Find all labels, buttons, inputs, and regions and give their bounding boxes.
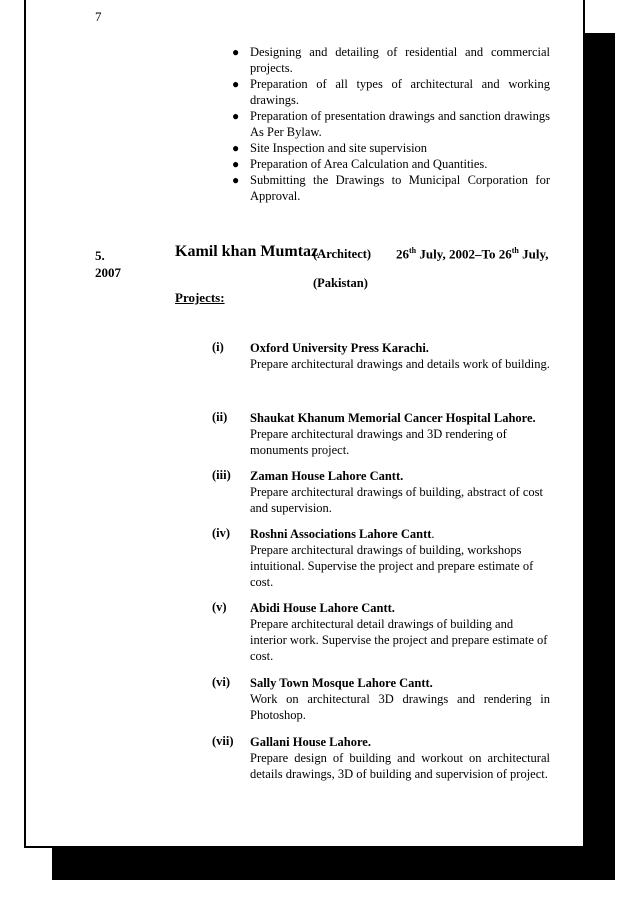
project-title: Roshni Associations Lahore Cantt. (250, 527, 435, 541)
project-number: (v) (212, 600, 227, 614)
project-description: Prepare design of building and workout on architectural details drawings, 3D of building and supervision of project. (250, 751, 550, 781)
project-item (212, 526, 550, 590)
project-description: Prepare architectural drawings of building, abstract of cost and supervision. (250, 485, 543, 515)
list-item: ● Preparation of all types of architectural and working drawings. (232, 77, 550, 107)
project-title: Zaman House Lahore Cantt. (250, 469, 404, 483)
project-number: (i) (212, 340, 224, 354)
bullet-icon: ● (232, 141, 240, 155)
project-item (212, 410, 550, 458)
project-number: (ii) (212, 410, 228, 424)
project-number: (iv) (212, 526, 231, 540)
entry-year: 2007 (95, 265, 121, 280)
entry-number: 5. (95, 248, 105, 263)
bullet-icon: ● (232, 45, 240, 59)
project-title: Shaukat Khanum Memorial Cancer Hospital Lahore. (250, 411, 536, 425)
employer-name: Kamil khan Mumtaz (175, 243, 319, 260)
project-item (212, 675, 550, 723)
project-description: Prepare architectural drawings and 3D rendering of monuments project. (250, 427, 507, 457)
project-item (212, 600, 550, 664)
project-item (212, 340, 550, 372)
project-title: Sally Town Mosque Lahore Cantt. (250, 676, 433, 690)
duties-list (232, 44, 550, 204)
bullet-icon: ● (232, 109, 240, 123)
project-description: Prepare architectural detail drawings of building and interior work. Supervise the project and prepare estimate of cost. (250, 617, 548, 663)
employer-role: (Architect) (313, 247, 372, 261)
list-item: ● Submitting the Drawings to Municipal Corporation for Approval. (232, 173, 550, 203)
project-number: (vii) (212, 734, 234, 748)
bullet-icon: ● (232, 77, 240, 91)
list-item: ● Preparation of Area Calculation and Quantities. (232, 157, 488, 171)
projects-heading: Projects: (175, 290, 225, 305)
project-description: Work on architectural 3D drawings and rendering in Photoshop. (250, 692, 550, 722)
project-title: Gallani House Lahore. (250, 735, 371, 749)
employment-dates: 26th July, 2002–To 26th July, (396, 246, 549, 262)
bullet-icon: ● (232, 157, 240, 171)
project-title: Oxford University Press Karachi. (250, 341, 429, 355)
project-item (212, 468, 550, 516)
project-title: Abidi House Lahore Cantt. (250, 601, 395, 615)
list-item: ● Site Inspection and site supervision (232, 141, 428, 155)
list-item: ● Designing and detailing of residential and commercial projects. (232, 45, 550, 75)
employer-country: (Pakistan) (313, 276, 368, 290)
project-number: (vi) (212, 675, 231, 689)
list-item: ● Preparation of presentation drawings and sanction drawings As Per Bylaw. (232, 109, 550, 139)
bullet-icon: ● (232, 173, 240, 187)
project-number: (iii) (212, 468, 231, 482)
project-description: Prepare architectural drawings and details work of building. (250, 357, 550, 371)
page-number: 7 (95, 9, 102, 24)
project-item (212, 734, 550, 782)
project-description: Prepare architectural drawings of building, workshops intuitional. Supervise the project and prepare estimate of cost. (250, 543, 534, 589)
